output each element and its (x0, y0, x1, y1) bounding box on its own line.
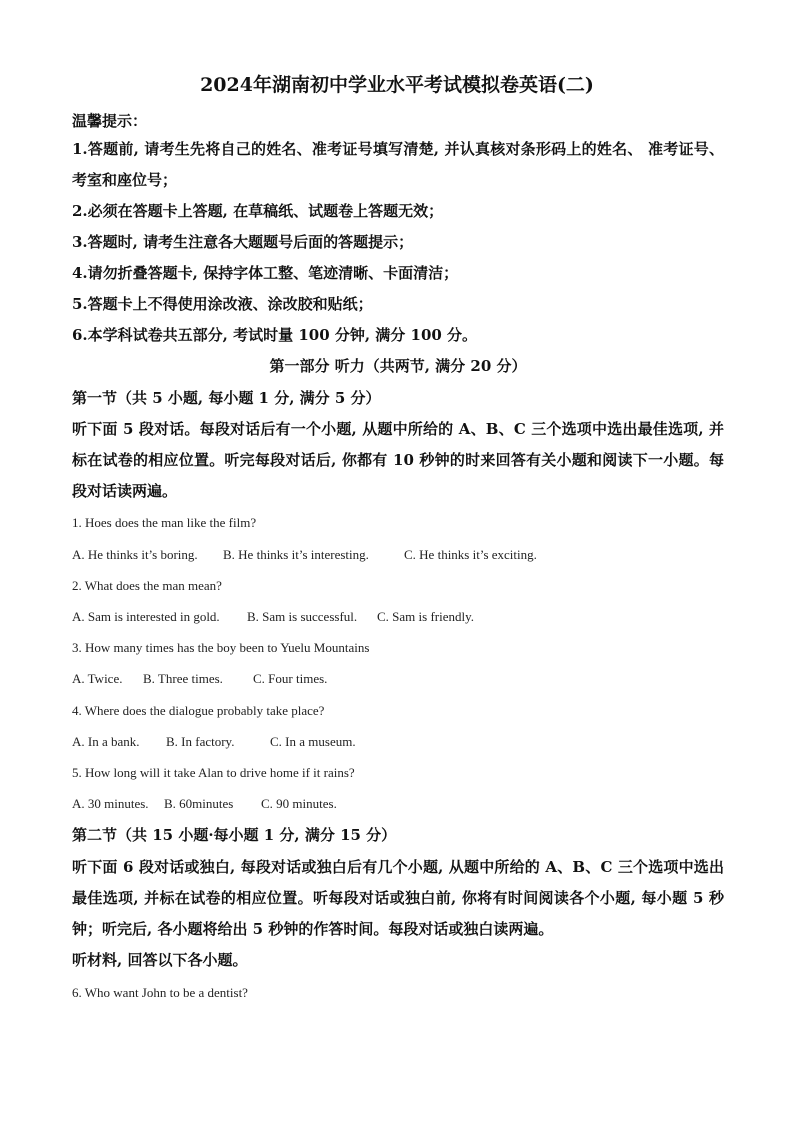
option-a: A. In a bank. (72, 734, 140, 749)
option-c: C. Four times. (253, 671, 328, 686)
option-a: A. Sam is interested in gold. (72, 609, 220, 624)
question-5: 5. How long will it take Alan to drive home if it rains? (72, 765, 355, 780)
question-1: 1. Hoes does the man like the film? (72, 515, 257, 530)
question-5-options (72, 794, 724, 814)
tip-item-6: 6.本学科试卷共五部分, 考试时量 100 分钟, 满分 100 分。 (72, 326, 478, 344)
question-4-options (72, 732, 724, 752)
tip-item-2: 2.必须在答题卡上答题, 在草稿纸、试题卷上答题无效； (72, 202, 444, 220)
question-3-options (72, 669, 724, 689)
tips-heading: 温馨提示： (72, 112, 148, 130)
option-c: C. 90 minutes. (261, 796, 337, 811)
question-6: 6. Who want John to be a dentist? (72, 985, 248, 1000)
tip-item-5: 5.答题卡上不得使用涂改液、涂改胶和贴纸； (72, 295, 373, 313)
question-1-options (72, 545, 724, 565)
option-a: A. Twice. (72, 671, 123, 686)
option-b: B. Sam is successful. (247, 609, 358, 624)
question-2: 2. What does the man mean? (72, 578, 222, 593)
page-title: 2024年湖南初中学业水平考试模拟卷英语(二) (200, 74, 594, 96)
tip-item-1: 1.答题前, 请考生先将自己的姓名、准考证号填写清楚, 并认真核对条形码上的姓名、 准考证号、考室和座位号； (72, 140, 724, 189)
tip-item-4: 4.请勿折叠答题卡, 保持字体工整、笔迹清晰、卡面清洁； (72, 264, 459, 282)
section2-prompt: 听材料, 回答以下各小题。 (72, 951, 248, 969)
section2-instructions: 听下面 6 段对话或独白, 每段对话或独白后有几个小题, 从题中所给的 A、B、C 三个选项中选出最佳选项, 并标在试卷的相应位置。听每段对话或独白前, 你将有时间阅读各个小题, 每小题 5 秒钟；听完后, 各小题将给出 5 秒钟的作答时间。每段对话或独白读两遍。 (72, 858, 724, 938)
option-b: B. 60minutes (164, 796, 234, 811)
section1-heading: 第一节（共 5 小题, 每小题 1 分, 满分 5 分） (72, 389, 381, 407)
option-b: B. He thinks it’s interesting. (223, 547, 369, 562)
question-3: 3. How many times has the boy been to Yuelu Mountains (72, 640, 370, 655)
option-b: B. In factory. (166, 734, 235, 749)
option-c: C. Sam is friendly. (377, 609, 475, 624)
option-c: C. In a museum. (270, 734, 356, 749)
option-a: A. He thinks it’s boring. (72, 547, 198, 562)
tip-item-3: 3.答题时, 请考生注意各大题题号后面的答题提示； (72, 233, 414, 251)
question-2-options (72, 607, 724, 627)
question-4: 4. Where does the dialogue probably take place? (72, 703, 325, 718)
option-a: A. 30 minutes. (72, 796, 149, 811)
section1-instructions: 听下面 5 段对话。每段对话后有一个小题, 从题中所给的 A、B、C 三个选项中选出最佳选项, 并标在试卷的相应位置。听完每段对话后, 你都有 10 秒钟的时来回答有关小题和阅读下一小题。每段对话读两遍。 (72, 420, 724, 500)
option-b: B. Three times. (143, 671, 223, 686)
section2-heading: 第二节（共 15 小题·每小题 1 分, 满分 15 分） (72, 826, 397, 844)
part1-heading: 第一部分 听力（共两节, 满分 20 分） (269, 357, 527, 375)
option-c: C. He thinks it’s exciting. (404, 547, 537, 562)
